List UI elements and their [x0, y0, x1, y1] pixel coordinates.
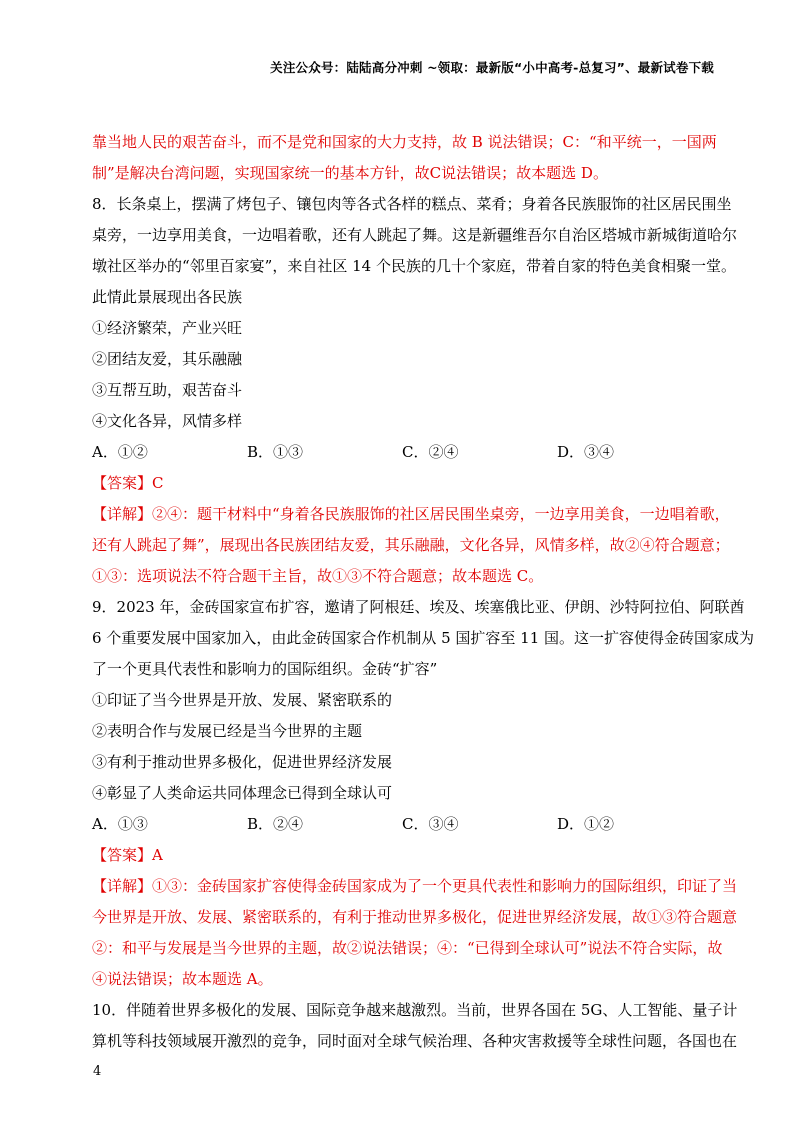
q9-answer: 【答案】A	[92, 846, 163, 864]
q8-item: ④文化各异，风情多样	[92, 412, 243, 430]
page-header: 关注公众号：陆陆高分冲刺 ~领取：最新版“小中高考-总复习”、最新试卷下载	[270, 60, 714, 75]
q9-detail-line: ④说法错误；故本题选 A。	[92, 970, 273, 988]
page-number: 4	[93, 1064, 102, 1079]
q8-option-b: B．①③	[247, 443, 304, 461]
prev-detail-line: 制”是解决台湾问题，实现国家统一的基本方针，故C说法错误；故本题选 D。	[92, 164, 608, 182]
page-content	[92, 127, 755, 1057]
q8-item: ①经济繁荣，产业兴旺	[92, 319, 243, 337]
q8-stem-line: 此情此景展现出各民族	[92, 288, 243, 306]
q9-options	[92, 809, 712, 840]
q8-stem-line: 桌旁，一边享用美食，一边唱着歌，还有人跳起了舞。这是新疆维吾尔自治区塔城市新城街道哈尔	[92, 226, 738, 244]
q9-detail-line: ②：和平与发展是当今世界的主题，故②说法错误；④：“已得到全球认可”说法不符合实际，故	[92, 939, 723, 957]
q9-item: ②表明合作与发展已经是当今世界的主题	[92, 722, 363, 740]
q10-stem-line: 10．伴随着世界多极化的发展、国际竞争越来越激烈。当前，世界各国在 5G、人工智能、量子计	[92, 1001, 738, 1019]
q9-item: ③有利于推动世界多极化，促进世界经济发展	[92, 753, 393, 771]
q8-detail-line: 还有人跳起了舞”，展现出各民族团结友爱，其乐融融，文化各异，风情多样，故②④符合题意；	[92, 536, 730, 554]
q9-item: ①印证了当今世界是开放、发展、紧密联系的	[92, 691, 393, 709]
q9-item: ④彰显了人类命运共同体理念已得到全球认可	[92, 784, 393, 802]
q8-detail-line: ①③：选项说法不符合题干主旨，故①③不符合题意；故本题选 C。	[92, 567, 544, 585]
q8-option-c: C．②④	[402, 443, 459, 461]
q8-answer: 【答案】C	[92, 474, 164, 492]
q9-stem-line: 6 个重要发展中国家加入，由此金砖国家合作机制从 5 国扩容至 11 国。这一扩容使得金砖国家成为	[92, 629, 755, 647]
q8-stem-line: 墩社区举办的“邻里百家宴”，来自社区 14 个民族的几十个家庭，带着自家的特色美食相聚一堂。	[92, 257, 736, 275]
q9-option-c: C．③④	[402, 815, 459, 833]
q8-option-a: A．①②	[92, 443, 148, 461]
q8-options	[92, 437, 712, 468]
q8-stem-line: 8．长条桌上，摆满了烤包子、镶包肉等各式各样的糕点、菜肴；身着各民族服饰的社区居民围坐	[92, 195, 732, 213]
q8-option-d: D．③④	[557, 443, 615, 461]
q9-option-a: A．①③	[92, 815, 148, 833]
q8-item: ③互帮互助，艰苦奋斗	[92, 381, 243, 399]
q9-option-b: B．②④	[247, 815, 304, 833]
q8-detail-line: 【详解】②④：题干材料中“身着各民族服饰的社区居民围坐桌旁，一边享用美食，一边唱着歌，	[92, 505, 730, 523]
q9-option-d: D．①②	[557, 815, 615, 833]
q10-stem-line: 算机等科技领域展开激烈的竞争，同时面对全球气候治理、各种灾害救援等全球性问题，各国也在	[92, 1032, 738, 1050]
q9-stem-line: 9．2023 年，金砖国家宣布扩容，邀请了阿根廷、埃及、埃塞俄比亚、伊朗、沙特阿拉伯、阿联酋	[92, 598, 745, 616]
q8-item: ②团结友爱，其乐融融	[92, 350, 243, 368]
q9-detail-line: 今世界是开放、发展、紧密联系的，有利于推动世界多极化，促进世界经济发展，故①③符合题意	[92, 908, 738, 926]
q9-stem-line: 了一个更具代表性和影响力的国际组织。金砖“扩容”	[92, 660, 438, 678]
prev-detail-line: 靠当地人民的艰苦奋斗，而不是党和国家的大力支持，故 B 说法错误；C：“和平统一，一国两	[92, 133, 717, 151]
q9-detail-line: 【详解】①③：金砖国家扩容使得金砖国家成为了一个更具代表性和影响力的国际组织，印证了当	[92, 877, 738, 895]
